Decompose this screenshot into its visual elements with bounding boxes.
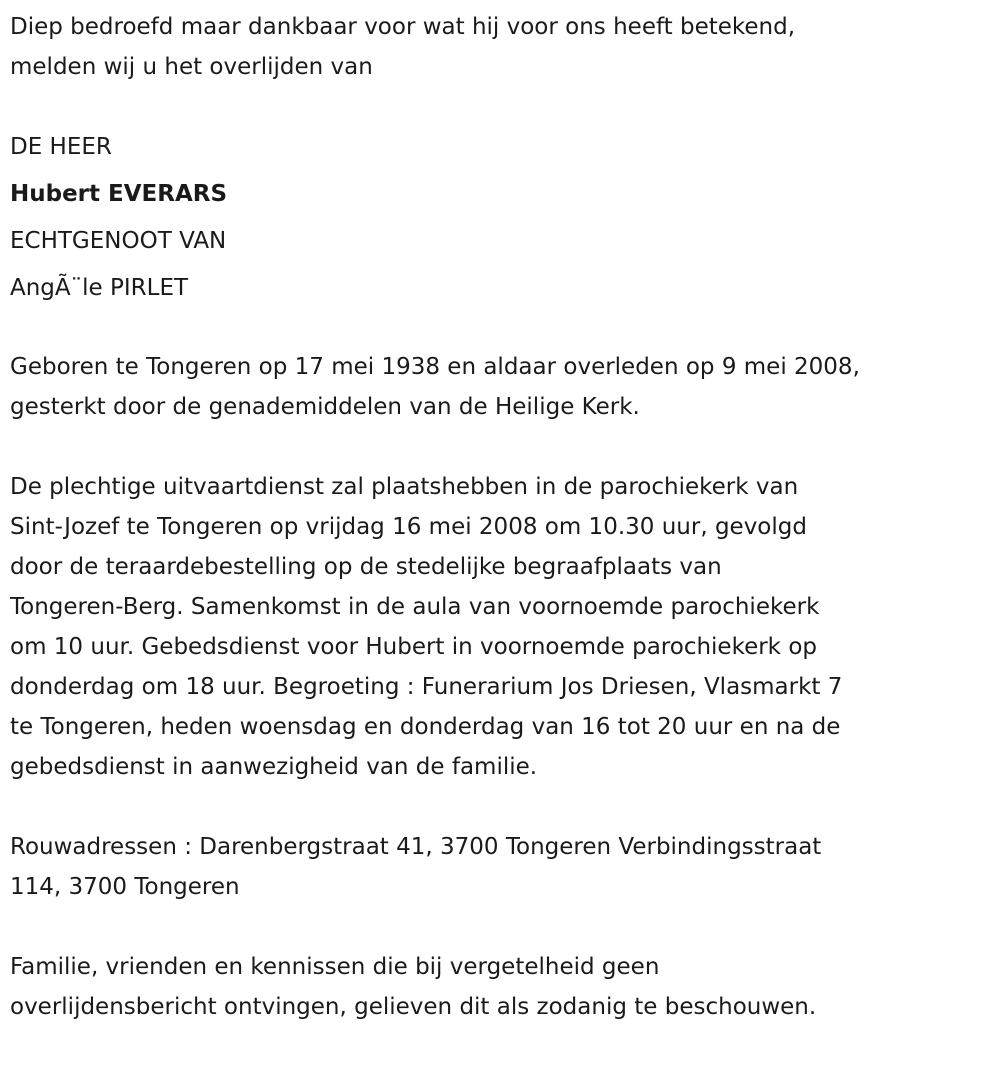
deceased-name: Hubert EVERARS	[10, 181, 228, 207]
text-line: De plechtige uitvaartdienst zal plaatshebben in de parochiekerk van	[10, 474, 799, 500]
text-line: Familie, vrienden en kennissen die bij vergetelheid geen	[10, 954, 660, 980]
deceased-block	[10, 124, 995, 312]
text-line: Diep bedroefd maar dankbaar voor wat hij voor ons heeft betekend,	[10, 14, 796, 40]
spouse-name: AngÃ¨le PIRLET	[10, 275, 189, 301]
text-line: Rouwadressen : Darenbergstraat 41, 3700 Tongeren Verbindingsstraat	[10, 834, 822, 860]
obituary-document	[10, 7, 995, 1067]
text-line: Tongeren-Berg. Samenkomst in de aula van voornoemde parochiekerk	[10, 594, 820, 620]
relation: ECHTGENOOT VAN	[10, 228, 227, 254]
title: DE HEER	[10, 134, 112, 160]
intro-paragraph	[10, 7, 995, 87]
text-line: te Tongeren, heden woensdag en donderdag van 16 tot 20 uur en na de	[10, 714, 841, 740]
text-line: gebedsdienst in aanwezigheid van de familie.	[10, 754, 538, 780]
closing-paragraph	[10, 947, 995, 1027]
text-line: Sint-Jozef te Tongeren op vrijdag 16 mei 2008 om 10.30 uur, gevolgd	[10, 514, 807, 540]
text-line: door de teraardebestelling op de stedelijke begraafplaats van	[10, 554, 722, 580]
text-line: om 10 uur. Gebedsdienst voor Hubert in voornoemde parochiekerk op	[10, 634, 817, 660]
text-line: melden wij u het overlijden van	[10, 54, 373, 80]
addresses-paragraph	[10, 827, 995, 907]
text-line: 114, 3700 Tongeren	[10, 874, 240, 900]
text-line: overlijdensbericht ontvingen, gelieven dit als zodanig te beschouwen.	[10, 994, 817, 1020]
text-line: donderdag om 18 uur. Begroeting : Funerarium Jos Driesen, Vlasmarkt 7	[10, 674, 843, 700]
birth-paragraph	[10, 347, 995, 427]
service-paragraph	[10, 467, 995, 787]
text-line: gesterkt door de genademiddelen van de Heilige Kerk.	[10, 394, 640, 420]
text-line: Geboren te Tongeren op 17 mei 1938 en aldaar overleden op 9 mei 2008,	[10, 354, 860, 380]
